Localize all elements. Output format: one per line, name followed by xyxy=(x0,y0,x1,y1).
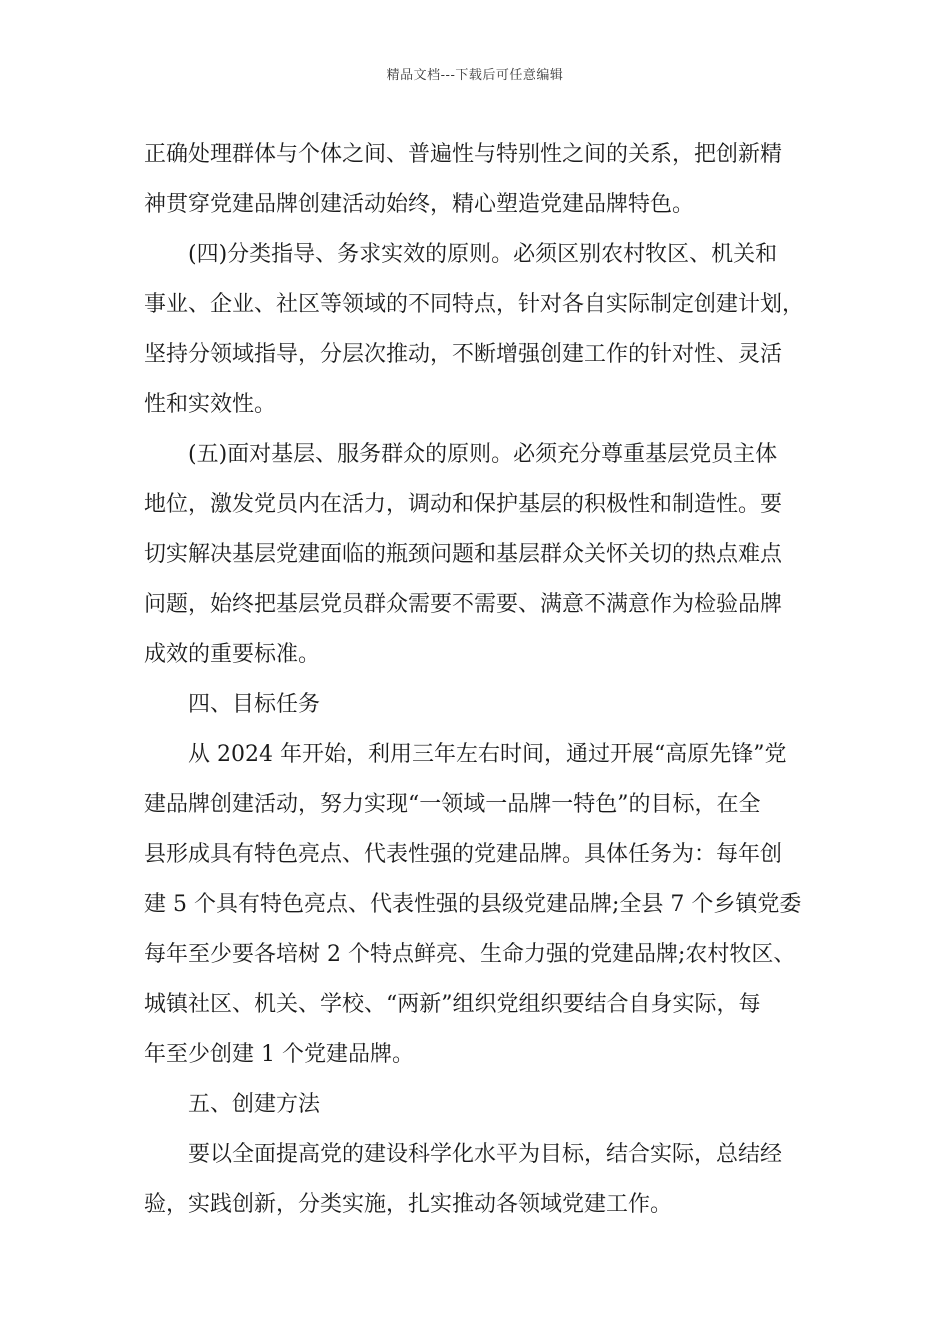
text-line: 要以全面提高党的建设科学化水平为目标，结合实际，总结经 xyxy=(188,1142,783,1167)
paragraph xyxy=(144,230,820,430)
paragraph xyxy=(144,130,820,230)
text-line: 正确处理群体与个体之间、普遍性与特别性之间的关系，把创新精 xyxy=(144,142,783,167)
text-line: 性和实效性。 xyxy=(144,392,277,417)
text-line: 切实解决基层党建面临的瓶颈问题和基层群众关怀关切的热点难点 xyxy=(144,542,783,567)
text-line: (四)分类指导、务求实效的原则。必须区别农村牧区、机关和 xyxy=(188,242,778,267)
page-header: 精品文档---下载后可任意编辑 xyxy=(386,68,564,83)
text-line: 地位，激发党员内在活力，调动和保护基层的积极性和制造性。要 xyxy=(144,492,783,517)
text-line: 坚持分领域指导，分层次推动，不断增强创建工作的针对性、灵活 xyxy=(144,342,783,367)
text-line: 四、目标任务 xyxy=(188,692,321,717)
text-line: 问题，始终把基层党员群众需要不需要、满意不满意作为检验品牌 xyxy=(144,592,783,617)
text-line: 神贯穿党建品牌创建活动始终，精心塑造党建品牌特色。 xyxy=(144,192,695,217)
document-body xyxy=(144,130,820,1230)
text-line: 建 5 个具有特色亮点、代表性强的县级党建品牌;全县 7 个乡镇党委 xyxy=(144,892,802,917)
text-line: 建品牌创建活动，努力实现“一领域一品牌一特色”的目标，在全 xyxy=(144,792,761,817)
text-line: 从 2024 年开始，利用三年左右时间，通过开展“高原先锋”党 xyxy=(188,742,787,767)
text-line: 县形成具有特色亮点、代表性强的党建品牌。具体任务为：每年创 xyxy=(144,842,783,867)
text-line: 事业、企业、社区等领域的不同特点，针对各自实际制定创建计划， xyxy=(144,292,805,317)
paragraph xyxy=(144,1080,820,1130)
text-line: 五、创建方法 xyxy=(188,1092,321,1117)
paragraph xyxy=(144,730,820,1080)
text-line: 每年至少要各培树 2 个特点鲜亮、生命力强的党建品牌;农村牧区、 xyxy=(144,942,796,967)
text-line: 验，实践创新，分类实施，扎实推动各领域党建工作。 xyxy=(144,1192,673,1217)
paragraph xyxy=(144,430,820,680)
text-line: 年至少创建 1 个党建品牌。 xyxy=(144,1042,414,1067)
text-line: 成效的重要标准。 xyxy=(144,642,321,667)
paragraph xyxy=(144,680,820,730)
text-line: 城镇社区、机关、学校、“两新”组织党组织要结合自身实际，每 xyxy=(144,992,761,1017)
paragraph xyxy=(144,1130,820,1230)
text-line: (五)面对基层、服务群众的原则。必须充分尊重基层党员主体 xyxy=(188,442,778,467)
